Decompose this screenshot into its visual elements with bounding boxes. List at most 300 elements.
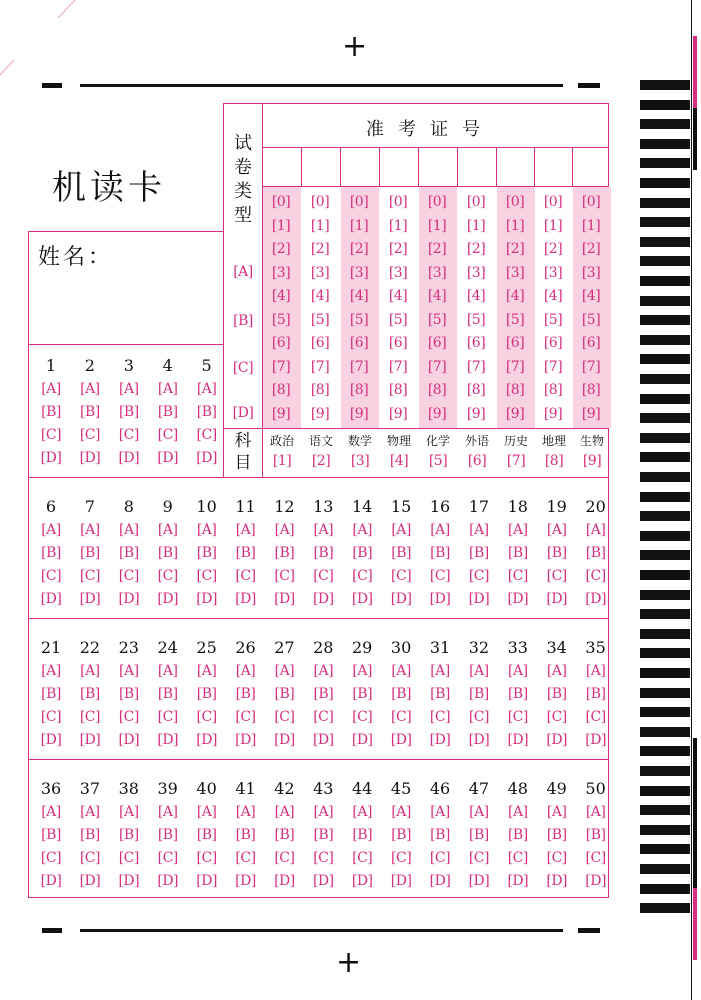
exam-type-option-c[interactable]: [C] [232, 360, 254, 376]
ticket-digit-bubble[interactable]: [2] [271, 241, 291, 257]
ticket-digit-bubble[interactable]: [3] [427, 264, 447, 281]
ticket-digit-bubble[interactable]: [4] [427, 288, 447, 304]
ticket-digit-bubble[interactable]: [1] [271, 217, 291, 234]
answer-option-bubble[interactable]: [B] [274, 827, 295, 843]
subject-option-bubble[interactable]: [8] [544, 453, 564, 469]
answer-option-bubble[interactable]: [C] [507, 850, 528, 866]
answer-option-bubble[interactable]: [C] [235, 709, 256, 725]
answer-option-bubble[interactable]: [D] [468, 732, 490, 748]
answer-option-bubble[interactable]: [C] [429, 850, 451, 866]
answer-option-bubble[interactable]: [A] [157, 804, 178, 820]
ticket-digit-bubble[interactable]: [1] [581, 217, 601, 234]
answer-option-bubble[interactable]: [B] [80, 545, 100, 561]
answer-option-bubble[interactable]: [C] [391, 709, 412, 725]
answer-option-bubble[interactable]: [B] [118, 404, 139, 420]
ticket-digit-bubble[interactable]: [1] [505, 217, 525, 234]
answer-option-bubble[interactable]: [B] [391, 686, 411, 702]
answer-option-bubble[interactable]: [D] [274, 873, 295, 889]
answer-option-bubble[interactable]: [B] [80, 827, 100, 843]
answer-option-bubble[interactable]: [B] [41, 686, 61, 702]
subject-option-bubble[interactable]: [7] [506, 453, 526, 469]
ticket-digit-bubble[interactable]: [9] [271, 405, 291, 422]
answer-option-bubble[interactable]: [D] [40, 591, 62, 607]
subject-option-bubble[interactable]: [3] [350, 453, 370, 469]
answer-option-bubble[interactable]: [C] [507, 568, 528, 584]
ticket-digit-bubble[interactable]: [8] [271, 382, 291, 398]
ticket-digit-bubble[interactable]: [5] [427, 311, 447, 328]
ticket-digit-bubble[interactable]: [2] [349, 241, 369, 257]
ticket-digit-bubble[interactable]: [5] [271, 311, 291, 328]
answer-option-bubble[interactable]: [A] [274, 522, 295, 538]
answer-option-bubble[interactable]: [D] [351, 873, 373, 889]
answer-option-bubble[interactable]: [A] [196, 663, 217, 679]
ticket-digit-bubble[interactable]: [8] [581, 382, 601, 398]
answer-option-bubble[interactable]: [D] [235, 873, 256, 889]
ticket-digit-bubble[interactable]: [5] [543, 311, 563, 328]
ticket-digit-bubble[interactable]: [4] [388, 288, 408, 304]
ticket-digit-bubble[interactable]: [6] [505, 335, 525, 351]
answer-option-bubble[interactable]: [C] [157, 427, 178, 443]
ticket-digit-bubble[interactable]: [0] [505, 194, 525, 210]
answer-option-bubble[interactable]: [C] [507, 709, 528, 725]
subject-option-bubble[interactable]: [9] [582, 453, 602, 469]
ticket-digit-bubble[interactable]: [5] [466, 311, 486, 328]
answer-option-bubble[interactable]: [D] [235, 591, 256, 607]
answer-option-bubble[interactable]: [D] [546, 732, 568, 748]
answer-option-bubble[interactable]: [B] [391, 827, 411, 843]
ticket-digit-bubble[interactable]: [3] [543, 264, 563, 281]
answer-option-bubble[interactable]: [A] [196, 522, 217, 538]
answer-option-bubble[interactable]: [C] [546, 709, 567, 725]
answer-option-bubble[interactable]: [A] [585, 663, 606, 679]
name-field[interactable] [120, 238, 218, 338]
answer-option-bubble[interactable]: [A] [41, 381, 61, 397]
ticket-digit-bubble[interactable]: [6] [310, 335, 330, 351]
answer-option-bubble[interactable]: [A] [157, 663, 178, 679]
answer-option-bubble[interactable]: [B] [546, 545, 567, 561]
answer-option-bubble[interactable]: [D] [157, 873, 179, 889]
answer-option-bubble[interactable]: [A] [352, 522, 372, 538]
answer-option-bubble[interactable]: [C] [274, 568, 295, 584]
answer-option-bubble[interactable]: [B] [196, 545, 217, 561]
answer-option-bubble[interactable]: [A] [235, 804, 256, 820]
answer-option-bubble[interactable]: [A] [352, 663, 372, 679]
answer-option-bubble[interactable]: [C] [157, 568, 178, 584]
answer-option-bubble[interactable]: [D] [351, 732, 373, 748]
answer-option-bubble[interactable]: [C] [585, 850, 606, 866]
ticket-digit-bubble[interactable]: [7] [466, 358, 486, 375]
answer-option-bubble[interactable]: [C] [391, 568, 412, 584]
ticket-digit-bubble[interactable]: [0] [349, 194, 369, 210]
ticket-digit-bubble[interactable]: [9] [310, 405, 330, 422]
answer-option-bubble[interactable]: [B] [157, 686, 178, 702]
answer-option-bubble[interactable]: [A] [235, 663, 256, 679]
answer-option-bubble[interactable]: [A] [546, 663, 567, 679]
answer-option-bubble[interactable]: [C] [585, 709, 606, 725]
answer-option-bubble[interactable]: [D] [157, 591, 179, 607]
answer-option-bubble[interactable]: [B] [313, 686, 334, 702]
answer-option-bubble[interactable]: [B] [274, 545, 295, 561]
ticket-digit-bubble[interactable]: [4] [581, 288, 601, 304]
ticket-digit-bubble[interactable]: [6] [581, 335, 601, 351]
ticket-digit-bubble[interactable]: [0] [581, 194, 601, 210]
answer-option-bubble[interactable]: [A] [80, 522, 100, 538]
ticket-digit-bubble[interactable]: [7] [271, 358, 291, 375]
ticket-digit-bubble[interactable]: [5] [310, 311, 330, 328]
ticket-digit-bubble[interactable]: [9] [388, 405, 408, 422]
ticket-digit-bubble[interactable]: [1] [543, 217, 563, 234]
answer-option-bubble[interactable]: [D] [118, 873, 140, 889]
ticket-digit-bubble[interactable]: [4] [543, 288, 563, 304]
answer-option-bubble[interactable]: [A] [508, 663, 528, 679]
answer-option-bubble[interactable]: [B] [80, 686, 100, 702]
answer-option-bubble[interactable]: [C] [79, 568, 100, 584]
answer-option-bubble[interactable]: [B] [157, 827, 178, 843]
answer-option-bubble[interactable]: [B] [585, 686, 606, 702]
ticket-digit-bubble[interactable]: [1] [427, 217, 447, 234]
answer-option-bubble[interactable]: [B] [235, 545, 256, 561]
answer-option-bubble[interactable]: [D] [79, 591, 101, 607]
ticket-digit-bubble[interactable]: [9] [349, 405, 369, 422]
answer-option-bubble[interactable]: [A] [391, 663, 411, 679]
ticket-digit-bubble[interactable]: [9] [466, 405, 486, 422]
answer-option-bubble[interactable]: [D] [312, 591, 334, 607]
answer-option-bubble[interactable]: [A] [80, 381, 100, 397]
ticket-digit-bubble[interactable]: [3] [466, 264, 486, 281]
answer-option-bubble[interactable]: [C] [429, 709, 451, 725]
answer-option-bubble[interactable]: [B] [41, 545, 61, 561]
subject-option-bubble[interactable]: [1] [272, 453, 292, 469]
answer-option-bubble[interactable]: [C] [274, 850, 295, 866]
answer-option-bubble[interactable]: [B] [469, 686, 489, 702]
ticket-digit-bubble[interactable]: [3] [310, 264, 330, 281]
answer-option-bubble[interactable]: [D] [274, 732, 295, 748]
answer-option-bubble[interactable]: [C] [585, 568, 606, 584]
ticket-digit-bubble[interactable]: [3] [505, 264, 525, 281]
answer-option-bubble[interactable]: [A] [80, 804, 100, 820]
answer-option-bubble[interactable]: [D] [429, 873, 451, 889]
answer-option-bubble[interactable]: [B] [507, 545, 528, 561]
ticket-digit-bubble[interactable]: [8] [427, 382, 447, 398]
ticket-digit-bubble[interactable]: [6] [388, 335, 408, 351]
answer-option-bubble[interactable]: [D] [585, 591, 606, 607]
ticket-digit-bubble[interactable]: [0] [466, 194, 486, 210]
ticket-digit-bubble[interactable]: [2] [581, 241, 601, 257]
answer-option-bubble[interactable]: [A] [508, 804, 528, 820]
answer-option-bubble[interactable]: [D] [312, 873, 334, 889]
answer-option-bubble[interactable]: [D] [390, 873, 412, 889]
ticket-digit-bubble[interactable]: [5] [349, 311, 369, 328]
ticket-digit-bubble[interactable]: [4] [466, 288, 486, 304]
answer-option-bubble[interactable]: [B] [118, 686, 139, 702]
ticket-digit-bubble[interactable]: [9] [505, 405, 525, 422]
answer-option-bubble[interactable]: [A] [41, 663, 61, 679]
ticket-digit-bubble[interactable]: [8] [349, 382, 369, 398]
ticket-digit-bubble[interactable]: [2] [310, 241, 330, 257]
answer-option-bubble[interactable]: [B] [585, 827, 606, 843]
answer-option-bubble[interactable]: [A] [119, 381, 139, 397]
answer-option-bubble[interactable]: [D] [312, 732, 334, 748]
ticket-digit-bubble[interactable]: [2] [505, 241, 525, 257]
answer-option-bubble[interactable]: [A] [313, 522, 334, 538]
answer-option-bubble[interactable]: [D] [196, 591, 217, 607]
answer-option-bubble[interactable]: [B] [196, 827, 217, 843]
answer-option-bubble[interactable]: [C] [79, 709, 100, 725]
answer-option-bubble[interactable]: [D] [507, 591, 529, 607]
answer-option-bubble[interactable]: [D] [40, 450, 62, 466]
answer-option-bubble[interactable]: [B] [157, 404, 178, 420]
answer-option-bubble[interactable]: [B] [80, 404, 100, 420]
answer-option-bubble[interactable]: [C] [40, 568, 62, 584]
ticket-digit-bubble[interactable]: [7] [349, 358, 369, 375]
answer-option-bubble[interactable]: [C] [352, 568, 373, 584]
answer-option-bubble[interactable]: [B] [235, 827, 256, 843]
answer-option-bubble[interactable]: [C] [468, 850, 489, 866]
answer-option-bubble[interactable]: [C] [118, 427, 139, 443]
ticket-digit-bubble[interactable]: [1] [310, 217, 330, 234]
ticket-digit-bubble[interactable]: [5] [388, 311, 408, 328]
answer-option-bubble[interactable]: [D] [196, 732, 217, 748]
ticket-digit-bubble[interactable]: [7] [427, 358, 447, 375]
answer-option-bubble[interactable]: [B] [469, 545, 489, 561]
ticket-digit-bubble[interactable]: [5] [505, 311, 525, 328]
ticket-digit-bubble[interactable]: [0] [543, 194, 563, 210]
answer-option-bubble[interactable]: [C] [40, 850, 62, 866]
exam-type-option-a[interactable]: [A] [233, 264, 253, 280]
subject-option-bubble[interactable]: [4] [389, 453, 409, 469]
answer-option-bubble[interactable]: [A] [352, 804, 372, 820]
ticket-digit-bubble[interactable]: [7] [581, 358, 601, 375]
answer-option-bubble[interactable]: [C] [546, 850, 567, 866]
ticket-digit-bubble[interactable]: [4] [349, 288, 369, 304]
answer-option-bubble[interactable]: [A] [469, 522, 489, 538]
answer-option-bubble[interactable]: [D] [235, 732, 256, 748]
ticket-digit-bubble[interactable]: [7] [543, 358, 563, 375]
answer-option-bubble[interactable]: [A] [391, 804, 411, 820]
answer-option-bubble[interactable]: [C] [118, 709, 139, 725]
answer-option-bubble[interactable]: [B] [274, 686, 295, 702]
answer-option-bubble[interactable]: [B] [235, 686, 256, 702]
subject-option-bubble[interactable]: [6] [467, 453, 487, 469]
answer-option-bubble[interactable]: [C] [157, 709, 178, 725]
answer-option-bubble[interactable]: [C] [40, 709, 62, 725]
answer-option-bubble[interactable]: [A] [508, 522, 528, 538]
ticket-digit-bubble[interactable]: [9] [427, 405, 447, 422]
answer-option-bubble[interactable]: [A] [430, 663, 450, 679]
answer-option-bubble[interactable]: [A] [157, 381, 178, 397]
answer-option-bubble[interactable]: [B] [391, 545, 411, 561]
answer-option-bubble[interactable]: [A] [585, 522, 606, 538]
ticket-digit-bubble[interactable]: [4] [271, 288, 291, 304]
answer-option-bubble[interactable]: [A] [585, 804, 606, 820]
answer-option-bubble[interactable]: [D] [429, 591, 451, 607]
answer-option-bubble[interactable]: [C] [79, 427, 100, 443]
answer-option-bubble[interactable]: [C] [157, 850, 178, 866]
answer-option-bubble[interactable]: [C] [313, 568, 334, 584]
answer-option-bubble[interactable]: [C] [546, 568, 567, 584]
exam-type-option-d[interactable]: [D] [232, 405, 254, 421]
answer-option-bubble[interactable]: [B] [469, 827, 489, 843]
ticket-digit-bubble[interactable]: [2] [466, 241, 486, 257]
answer-option-bubble[interactable]: [C] [274, 709, 295, 725]
ticket-digit-bubble[interactable]: [6] [427, 335, 447, 351]
ticket-digit-bubble[interactable]: [8] [505, 382, 525, 398]
answer-option-bubble[interactable]: [C] [118, 850, 139, 866]
ticket-digit-bubble[interactable]: [4] [310, 288, 330, 304]
ticket-digit-bubble[interactable]: [8] [466, 382, 486, 398]
answer-option-bubble[interactable]: [B] [352, 827, 373, 843]
answer-option-bubble[interactable]: [B] [430, 686, 450, 702]
answer-option-bubble[interactable]: [B] [352, 686, 373, 702]
answer-option-bubble[interactable]: [A] [313, 663, 334, 679]
answer-option-bubble[interactable]: [B] [546, 686, 567, 702]
answer-option-bubble[interactable]: [B] [118, 827, 139, 843]
answer-option-bubble[interactable]: [A] [196, 381, 217, 397]
answer-option-bubble[interactable]: [A] [274, 663, 295, 679]
answer-option-bubble[interactable]: [C] [235, 568, 256, 584]
answer-option-bubble[interactable]: [B] [313, 545, 334, 561]
ticket-digit-bubble[interactable]: [8] [543, 382, 563, 398]
answer-option-bubble[interactable]: [C] [313, 709, 334, 725]
ticket-digit-bubble[interactable]: [7] [310, 358, 330, 375]
ticket-digit-bubble[interactable]: [3] [349, 264, 369, 281]
answer-option-bubble[interactable]: [C] [391, 850, 412, 866]
answer-option-bubble[interactable]: [C] [196, 709, 217, 725]
subject-option-bubble[interactable]: [2] [311, 453, 331, 469]
answer-option-bubble[interactable]: [D] [429, 732, 451, 748]
answer-option-bubble[interactable]: [D] [507, 873, 529, 889]
subject-option-bubble[interactable]: [5] [428, 453, 448, 469]
answer-option-bubble[interactable]: [A] [41, 804, 61, 820]
answer-option-bubble[interactable]: [C] [79, 850, 100, 866]
answer-option-bubble[interactable]: [D] [390, 732, 412, 748]
answer-option-bubble[interactable]: [D] [157, 732, 179, 748]
ticket-digit-bubble[interactable]: [2] [427, 241, 447, 257]
answer-option-bubble[interactable]: [A] [119, 663, 139, 679]
answer-option-bubble[interactable]: [D] [468, 873, 490, 889]
ticket-digit-bubble[interactable]: [3] [271, 264, 291, 281]
answer-option-bubble[interactable]: [B] [41, 827, 61, 843]
answer-option-bubble[interactable]: [A] [119, 804, 139, 820]
answer-option-bubble[interactable]: [C] [352, 709, 373, 725]
answer-option-bubble[interactable]: [C] [118, 568, 139, 584]
answer-option-bubble[interactable]: [A] [469, 663, 489, 679]
answer-option-bubble[interactable]: [C] [468, 709, 489, 725]
answer-option-bubble[interactable]: [D] [196, 450, 217, 466]
answer-option-bubble[interactable]: [D] [118, 732, 140, 748]
answer-option-bubble[interactable]: [A] [157, 522, 178, 538]
answer-option-bubble[interactable]: [D] [157, 450, 179, 466]
answer-option-bubble[interactable]: [A] [119, 522, 139, 538]
ticket-digit-bubble[interactable]: [2] [543, 241, 563, 257]
answer-option-bubble[interactable]: [C] [313, 850, 334, 866]
answer-option-bubble[interactable]: [D] [468, 591, 490, 607]
answer-option-bubble[interactable]: [A] [430, 522, 450, 538]
answer-option-bubble[interactable]: [B] [313, 827, 334, 843]
ticket-digit-bubble[interactable]: [0] [388, 194, 408, 210]
answer-option-bubble[interactable]: [D] [79, 450, 101, 466]
answer-option-bubble[interactable]: [D] [40, 732, 62, 748]
ticket-digit-bubble[interactable]: [7] [505, 358, 525, 375]
answer-option-bubble[interactable]: [B] [41, 404, 61, 420]
ticket-digit-bubble[interactable]: [1] [349, 217, 369, 234]
answer-option-bubble[interactable]: [A] [313, 804, 334, 820]
answer-option-bubble[interactable]: [D] [196, 873, 217, 889]
ticket-digit-bubble[interactable]: [6] [543, 335, 563, 351]
answer-option-bubble[interactable]: [D] [507, 732, 529, 748]
ticket-digit-bubble[interactable]: [6] [271, 335, 291, 351]
ticket-digit-bubble[interactable]: [1] [388, 217, 408, 234]
answer-option-bubble[interactable]: [C] [235, 850, 256, 866]
answer-option-bubble[interactable]: [C] [196, 427, 217, 443]
answer-option-bubble[interactable]: [C] [196, 568, 217, 584]
ticket-digit-bubble[interactable]: [7] [388, 358, 408, 375]
answer-option-bubble[interactable]: [B] [352, 545, 373, 561]
answer-option-bubble[interactable]: [B] [196, 686, 217, 702]
ticket-digit-bubble[interactable]: [0] [271, 194, 291, 210]
ticket-digit-bubble[interactable]: [8] [310, 382, 330, 398]
ticket-digit-bubble[interactable]: [6] [349, 335, 369, 351]
ticket-digit-bubble[interactable]: [9] [543, 405, 563, 422]
answer-option-bubble[interactable]: [D] [585, 732, 606, 748]
answer-option-bubble[interactable]: [A] [80, 663, 100, 679]
answer-option-bubble[interactable]: [C] [429, 568, 451, 584]
answer-option-bubble[interactable]: [B] [507, 827, 528, 843]
answer-option-bubble[interactable]: [A] [469, 804, 489, 820]
answer-option-bubble[interactable]: [B] [507, 686, 528, 702]
answer-option-bubble[interactable]: [D] [79, 732, 101, 748]
answer-option-bubble[interactable]: [B] [157, 545, 178, 561]
answer-option-bubble[interactable]: [C] [40, 427, 62, 443]
exam-type-option-b[interactable]: [B] [233, 313, 253, 329]
answer-option-bubble[interactable]: [D] [79, 873, 101, 889]
ticket-digit-bubble[interactable]: [5] [581, 311, 601, 328]
ticket-digit-bubble[interactable]: [0] [310, 194, 330, 210]
answer-option-bubble[interactable]: [D] [351, 591, 373, 607]
answer-option-bubble[interactable]: [C] [196, 850, 217, 866]
answer-option-bubble[interactable]: [C] [468, 568, 489, 584]
answer-option-bubble[interactable]: [D] [546, 591, 568, 607]
answer-option-bubble[interactable]: [B] [546, 827, 567, 843]
answer-option-bubble[interactable]: [A] [41, 522, 61, 538]
ticket-digit-bubble[interactable]: [1] [466, 217, 486, 234]
ticket-digit-bubble[interactable]: [9] [581, 405, 601, 422]
answer-option-bubble[interactable]: [D] [546, 873, 568, 889]
answer-option-bubble[interactable]: [A] [430, 804, 450, 820]
answer-option-bubble[interactable]: [A] [274, 804, 295, 820]
answer-option-bubble[interactable]: [A] [196, 804, 217, 820]
answer-option-bubble[interactable]: [B] [430, 827, 450, 843]
answer-option-bubble[interactable]: [D] [118, 450, 140, 466]
ticket-digit-bubble[interactable]: [3] [388, 264, 408, 281]
answer-option-bubble[interactable]: [D] [40, 873, 62, 889]
answer-option-bubble[interactable]: [A] [546, 804, 567, 820]
answer-option-bubble[interactable]: [A] [546, 522, 567, 538]
answer-option-bubble[interactable]: [B] [118, 545, 139, 561]
ticket-digit-bubble[interactable]: [0] [427, 194, 447, 210]
answer-option-bubble[interactable]: [A] [235, 522, 256, 538]
answer-option-bubble[interactable]: [D] [390, 591, 412, 607]
ticket-digit-bubble[interactable]: [6] [466, 335, 486, 351]
answer-option-bubble[interactable]: [C] [352, 850, 373, 866]
ticket-digit-bubble[interactable]: [3] [581, 264, 601, 281]
ticket-digit-bubble[interactable]: [8] [388, 382, 408, 398]
answer-option-bubble[interactable]: [D] [585, 873, 606, 889]
answer-option-bubble[interactable]: [B] [430, 545, 450, 561]
answer-option-bubble[interactable]: [D] [274, 591, 295, 607]
answer-option-bubble[interactable]: [A] [391, 522, 411, 538]
ticket-digit-bubble[interactable]: [2] [388, 241, 408, 257]
